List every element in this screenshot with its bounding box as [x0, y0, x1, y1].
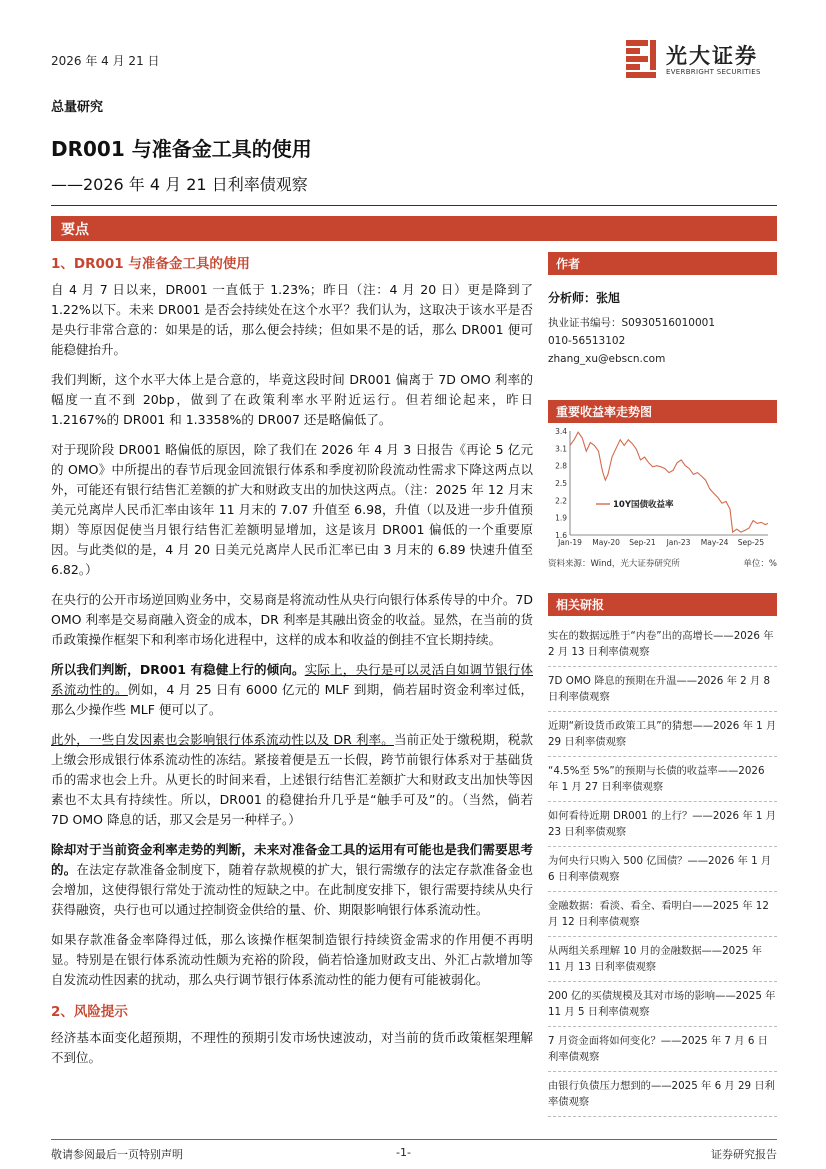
related-report-link[interactable]: 7 月资金面将如何变化？——2025 年 7 月 6 日利率债观察	[548, 1027, 777, 1072]
chart-heading: 重要收益率走势图	[556, 405, 653, 419]
related-report-link[interactable]: 由银行负债压力想到的——2025 年 6 月 29 日利率债观察	[548, 1072, 777, 1117]
related-report-link[interactable]: 金融数据：看淡、看全、看明白——2025 年 12 月 12 日利率债观察	[548, 892, 777, 937]
related-report-link[interactable]: 实在的数据远胜于“内卷”出的高增长——2026 年 2 月 13 日利率债观察	[548, 622, 777, 667]
related-report-link[interactable]: 近期“新设货币政策工具”的猜想——2026 年 1 月 29 日利率债观察	[548, 712, 777, 757]
report-subtitle: ——2026 年 4 月 21 日利率债观察	[51, 175, 308, 194]
related-report-link[interactable]: 7D OMO 降息的预期在升温——2026 年 2 月 8 日利率债观察	[548, 667, 777, 712]
y-tick-label: 1.6	[555, 531, 567, 540]
bold-lead: 所以我们判断，DR001 有稳健上行的倾向。	[51, 662, 305, 677]
underlined-lead: 实际上，央行是可以灵活自如调节银行体系流动性的。	[51, 662, 533, 697]
footer-divider	[51, 1139, 777, 1140]
chart-heading-bar	[548, 400, 777, 423]
underlined-lead: 此外，一些自发因素也会影响银行体系流动性以及 DR 利率。	[51, 732, 394, 747]
y-tick-label: 2.2	[555, 496, 567, 506]
author-heading: 作者	[556, 257, 581, 271]
x-tick-label: May-20	[592, 538, 620, 547]
related-report-link[interactable]: 如何看待近期 DR001 的上行？——2026 年 1 月 23 日利率债观察	[548, 802, 777, 847]
key-points-bar	[51, 216, 777, 241]
related-report-link[interactable]: 200 亿的买债规模及其对市场的影响——2025 年 11 月 5 日利率债观察	[548, 982, 777, 1027]
everbright-logo-icon	[624, 38, 660, 80]
related-reports-list	[548, 622, 777, 1117]
sidebar	[548, 252, 777, 1117]
footer-report-type: 证券研究报告	[711, 1148, 777, 1161]
y-tick-label: 2.8	[555, 461, 567, 471]
logo-cn-text: 光大证券	[666, 44, 758, 68]
paragraph: 对于现阶段 DR001 略偏低的原因，除了我们在 2026 年 4 月 3 日报告《再论 5 亿元的 OMO》中所提出的春节后现金回流银行体系和季度初阶段流动性需求下降这两点以外，可能还有银行结售汇差额的扩大和财政支出的加快这两点。（注：2025 年 12 月末美元兑离岸人民币汇率由该年 11 月末的 7.07 升值至 6.98，升值（以及进一步升值预期）等原因促使当月银行结售汇差额明显增加，这是该月 DR001 偏低的一个重要原因。与此类似的是，4 月 20 日美元兑离岸人民币汇率已由 3 月末的 6.89 快速升值至 6.82。）	[51, 442, 533, 577]
analyst-name: 分析师：张旭	[548, 291, 621, 305]
section-heading: 1、DR001 与准备金工具的使用	[51, 256, 250, 272]
section-heading: 2、风险提示	[51, 1004, 128, 1020]
key-points-label: 要点	[61, 222, 89, 238]
email-address: zhang_xu@ebscn.com	[548, 353, 666, 365]
paragraph: 在央行的公开市场逆回购业务中，交易商是将流动性从央行向银行体系传导的中介。7D OMO 利率是交易商融入资金的成本，DR 利率是其融出资金的收益。显然，在当前的货币政策操作框架下和利率市场化进程中，这样的成本和收益的倒挂不宜长期持续。	[51, 592, 533, 647]
header-divider	[51, 205, 777, 206]
series-line-10y	[570, 432, 768, 532]
chart-unit: 单位：%	[743, 559, 777, 569]
x-tick-label: May-24	[700, 538, 729, 547]
chart-source-row	[548, 557, 777, 569]
x-tick-label: Jan-19	[558, 538, 582, 547]
y-tick-label: 2.5	[555, 479, 567, 488]
paragraph: 除却对于当前资金利率走势的判断，未来对准备金工具的运用有可能也是我们需要思考的。在法定存款准备金制度下，随着存款规模的扩大，银行需缴存的法定存款准备金也会增加，这使得银行常处于流动性的短缺之中。在此制度安排下，银行需要持续从央行获得融资，央行也可以通过控制资金供给的量、价、期限影响银行体系流动性。	[51, 842, 533, 917]
x-tick-label: Sep-21	[629, 538, 656, 547]
footer-disclaimer: 敬请参阅最后一页特别声明	[51, 1148, 183, 1161]
paragraph: 自 4 月 7 日以来，DR001 一直低于 1.23%；昨日（注：4 月 20 日）更是降到了 1.22%以下。未来 DR001 是否会持续处在这个水平？我们认为，这取决于该水平是否是央行非常合意的：如果是的话，那么便会持续；但如果不是的话，那么 DR001 便可能稳健抬升。	[51, 282, 533, 357]
yield-chart-svg	[548, 423, 777, 551]
paragraph: 此外，一些自发因素也会影响银行体系流动性以及 DR 利率。当前正处于缴税期，税款上缴会形成银行体系流动性的冻结。紧接着便是五一长假，跨节前银行体系对于基础货币的需求也会上升。从更长的时间来看，上述银行结售汇差额扩大和财政支出加快等因素也不太具有持续性。所以，DR001 的稳健抬升几乎是“触手可及”的。（当然，倘若 7D OMO 降息的话，那又会是另一种样子。）	[51, 732, 533, 827]
report-date: 2026 年 4 月 21 日	[51, 54, 160, 68]
y-tick-label: 3.1	[555, 444, 567, 454]
x-tick-label: Jan-23	[666, 538, 691, 547]
bold-lead: 除却对于当前资金利率走势的判断，未来对准备金工具的运用有可能也是我们需要思考的。	[51, 842, 533, 877]
author-heading-bar	[548, 252, 777, 275]
cert-number: 执业证书编号：S0930516010001	[548, 317, 716, 329]
related-heading-bar	[548, 593, 777, 616]
related-report-link[interactable]: 从两组关系理解 10 月的金融数据——2025 年 11 月 13 日利率债观察	[548, 937, 777, 982]
paragraph: 所以我们判断，DR001 有稳健上行的倾向。实际上，央行是可以灵活自如调节银行体系流动性的。例如，4 月 25 日有 6000 亿元的 MLF 到期，倘若届时资金利率过低，那么少操作些 MLF 便可以了。	[51, 662, 533, 717]
brand-logo	[624, 38, 784, 82]
page-number: -1-	[396, 1146, 411, 1159]
y-tick-label: 3.4	[555, 427, 567, 436]
legend-label: 10Y国债收益率	[613, 500, 674, 510]
paragraph: 经济基本面变化超预期，不理性的预期引发市场快速波动，对当前的货币政策框架理解不到位。	[51, 1030, 533, 1065]
phone-number: 010-56513102	[548, 335, 626, 347]
report-title: DR001 与准备金工具的使用	[51, 137, 312, 161]
yield-chart	[548, 423, 777, 555]
related-report-link[interactable]: “4.5%至 5%”的预期与长债的收益率——2026 年 1 月 27 日利率债观察	[548, 757, 777, 802]
related-report-link[interactable]: 为何央行只购入 500 亿国债？——2026 年 1 月 6 日利率债观察	[548, 847, 777, 892]
main-column	[51, 252, 533, 1078]
chart-source: 资料来源：Wind，光大证券研究所	[548, 559, 680, 569]
related-heading: 相关研报	[556, 598, 605, 612]
logo-en-text: EVERBRIGHT SECURITIES	[666, 68, 761, 76]
y-tick-label: 1.9	[555, 513, 567, 523]
x-tick-label: Sep-25	[737, 538, 765, 547]
report-category: 总量研究	[51, 100, 104, 115]
paragraph: 我们判断，这个水平大体上是合意的，毕竟这段时间 DR001 偏离于 7D OMO 利率的幅度一直不到 20bp，做到了在政策利率水平附近运行。但若细论起来，昨日 1.2167%的 DR001 和 1.3358%的 DR007 还是略偏低了。	[51, 372, 533, 427]
paragraph: 如果存款准备金率降得过低，那么该操作框架制造银行持续资金需求的作用便不再明显。特别是在银行体系流动性颇为充裕的阶段，倘若恰逢加财政支出、外汇占款增加等自发流动性因素的扰动，那么央行调节银行体系流动性的能力便有可能被弱化。	[51, 932, 533, 987]
